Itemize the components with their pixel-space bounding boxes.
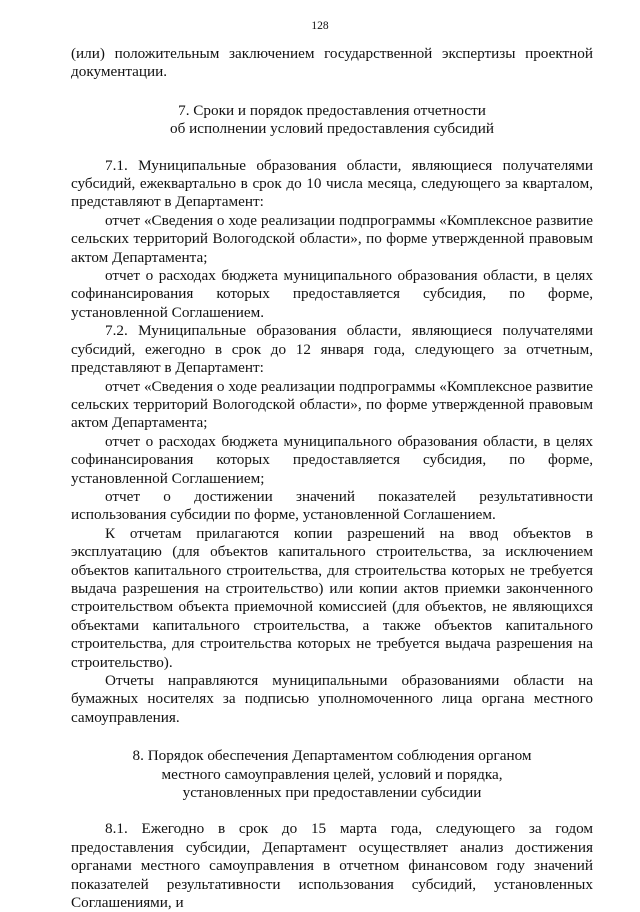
section-7-heading-line-2: об исполнении условий предоставления субсидий <box>170 120 494 138</box>
paragraph-7-2: 7.2. Муниципальные образования области, являющиеся получателями субсидий, ежегодно в срок до 12 января года, следующего за отчетным, представляют в Департамент: <box>71 322 593 377</box>
section-8-heading-line-3: установленных при предоставлении субсидии <box>182 784 482 802</box>
section-7-heading-line-1: 7. Сроки и порядок предоставления отчетности <box>178 101 486 119</box>
paragraph-8-1: 8.1. Ежегодно в срок до 15 марта года, следующего за годом предоставления субсидии, Департамент осуществляет анализ достижения органами местного самоуправления в отчетном финансовом году значений показателей результативности использования субсидий, установленных Соглашениями, и <box>71 820 593 912</box>
paragraph-7-2-report-2: отчет о расходах бюджета муниципального образования области, в целях софинансирования которых предоставляется субсидия, по форме, установленной Соглашением; <box>71 432 593 487</box>
paragraph-7-1-report-2: отчет о расходах бюджета муниципального образования области, в целях софинансирования которых предоставляется субсидия, по форме, установленной Соглашением. <box>71 267 593 321</box>
paragraph-7-2-report-3: отчет о достижении значений показателей результативности использования субсидии по форме, установленной Соглашением. <box>71 487 593 524</box>
page-number: 128 <box>311 20 329 32</box>
section-8-heading-line-2: местного самоуправления целей, условий и порядка, <box>161 765 503 783</box>
paragraph-submission: Отчеты направляются муниципальными образованиями области на бумажных носителях за подписью уполномоченного лица органа местного самоуправления. <box>71 672 593 726</box>
section-8-heading-line-1: 8. Порядок обеспечения Департаментом соблюдения органом <box>132 747 532 765</box>
intro-paragraph: (или) положительным заключением государственной экспертизы проектной документации. <box>71 45 593 81</box>
document-body <box>71 45 593 912</box>
paragraph-attachments: К отчетам прилагаются копии разрешений на ввод объектов в эксплуатацию (для объектов капитального строительства, за исключением объектов капитального строительства, для строительства которых не требуется выдача разрешения на строительство) или копии актов приемки законченного строительством объекта приемочной комиссией (для объектов, не являющихся объектами капитального строительства, а также объектов капитального строительства, для строительства которых не требуется выдача разрешения на строительство). <box>71 524 593 671</box>
paragraph-7-1: 7.1. Муниципальные образования области, являющиеся получателями субсидий, ежеквартально в срок до 10 числа месяца, следующего за кварталом, представляют в Департамент: <box>71 156 593 211</box>
paragraph-7-2-report-1: отчет «Сведения о ходе реализации подпрограммы «Комплексное развитие сельских территорий Вологодской области», по форме утвержденной правовым актом Департамента; <box>71 377 593 432</box>
paragraph-7-1-report-1: отчет «Сведения о ходе реализации подпрограммы «Комплексное развитие сельских территорий Вологодской области», по форме утвержденной правовым актом Департамента; <box>71 211 593 266</box>
